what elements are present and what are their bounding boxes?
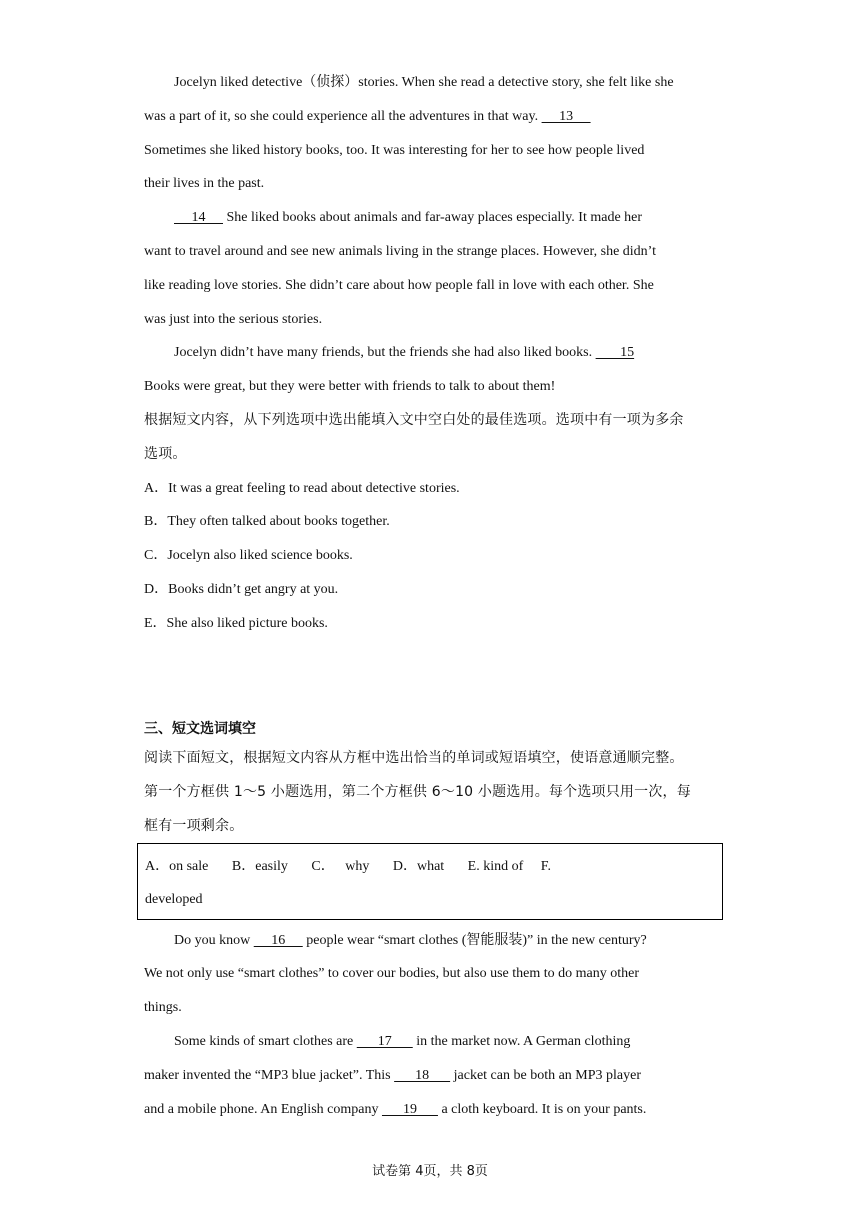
passage-text: Jocelyn didn’t have many friends, but the friends she had also liked books. (174, 345, 593, 360)
passage-line: Books were great, but they were better with friends to talk to about them! (144, 379, 556, 394)
option-e: E．She also liked picture books. (144, 616, 328, 631)
blank-15: 15 (595, 345, 635, 360)
passage-text: was a part of it, so she could experience all the adventures in that way. (144, 109, 539, 124)
passage-line: things. (144, 1000, 182, 1015)
passage-line (174, 208, 642, 228)
word-option-b: B．easily (231, 859, 288, 874)
passage-text: and a mobile phone. An English company (144, 1102, 379, 1117)
word-option-f: F. (540, 859, 551, 874)
passage-line: was just into the serious stories. (144, 312, 323, 327)
passage-line: their lives in the past. (144, 176, 265, 191)
word-option-c: C． why (311, 859, 370, 874)
blank-17: 17 (356, 1034, 413, 1049)
option-a: A．It was a great feeling to read about detective stories. (144, 481, 460, 496)
blank-14: 14 (174, 210, 223, 225)
option-d: D．Books didn’t get angry at you. (144, 582, 339, 597)
blank-18: 18 (394, 1068, 451, 1083)
passage-line: like reading love stories. She didn’t care about how people fall in love with each other. She (144, 278, 654, 293)
passage-text: a cloth keyboard. It is on your pants. (441, 1102, 647, 1117)
passage-text: maker invented the “MP3 blue jacket”. This (144, 1068, 391, 1083)
passage-text: jacket can be both an MP3 player (453, 1068, 642, 1083)
instruction-line: 选项。 (144, 446, 187, 462)
passage-line: Jocelyn liked detective（侦探）stories. When she read a detective story, she felt like she (174, 75, 674, 90)
instruction-line: 阅读下面短文，根据短文内容从方框中选出恰当的单词或短语填空，使语意通顺完整。 (144, 750, 684, 766)
passage-text: Do you know (174, 933, 251, 948)
blank-16: 16 (253, 933, 303, 948)
passage-text: She liked books about animals and far-away places especially. It made her (226, 210, 643, 225)
passage-line: We not only use “smart clothes” to cover our bodies, but also use them to do many other (144, 966, 639, 981)
passage-text: Some kinds of smart clothes are (174, 1034, 354, 1049)
passage-line (144, 107, 591, 127)
word-option-d: D．what (392, 859, 445, 874)
word-option-e: E. kind of (467, 859, 524, 874)
word-box-row (145, 890, 203, 910)
word-box (137, 843, 723, 920)
passage-line: want to travel around and see new animals living in the strange places. However, she didn’t (144, 244, 656, 259)
instruction-line: 第一个方框供 1～5 小题选用，第二个方框供 6～10 小题选用。每个选项只用一次，每 (144, 784, 691, 800)
word-option-a: A．on sale (145, 859, 209, 874)
word-box-row (145, 857, 571, 877)
passage-text: people wear “smart clothes (智能服装)” in the new century? (306, 933, 647, 948)
page-footer: 试卷第 4页，共 8页 (372, 1164, 488, 1179)
passage-line (174, 931, 647, 951)
option-b: B．They often talked about books together. (144, 514, 390, 529)
passage-text: in the market now. A German clothing (416, 1034, 631, 1049)
blank-13: 13 (541, 109, 591, 124)
passage-line (174, 343, 634, 363)
word-option-f-text: developed (145, 892, 203, 907)
passage-line (144, 1100, 646, 1120)
blank-19: 19 (381, 1102, 438, 1117)
instruction-line: 框有一项剩余。 (144, 818, 244, 834)
instruction-line: 根据短文内容，从下列选项中选出能填入文中空白处的最佳选项。选项中有一项为多余 (144, 412, 684, 428)
section-heading: 三、短文选词填空 (144, 721, 256, 737)
passage-line: Sometimes she liked history books, too. It was interesting for her to see how people lived (144, 143, 645, 158)
passage-line (174, 1032, 630, 1052)
passage-line (144, 1066, 641, 1086)
option-c: C．Jocelyn also liked science books. (144, 548, 353, 563)
